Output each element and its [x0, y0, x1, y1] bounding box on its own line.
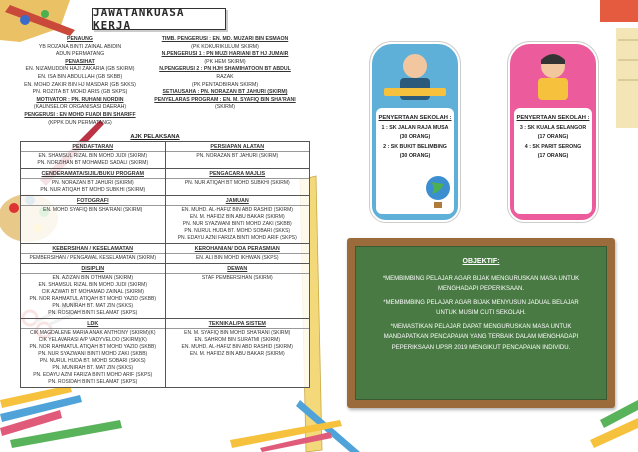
ajk-member: EN. ALI BIN MOHD IKHWAN (SKPS)	[195, 255, 279, 261]
ajk-member: PN. NORAZAN BT JAHURI (SKIRM)	[196, 153, 279, 159]
ajk-cell-heading: CENDERAMATA/SIJIL/BUKU PROGRAM	[21, 170, 165, 179]
ajk-member: PN. NURUL HUDA BT. MOHD SOBARI (SKKS)	[184, 228, 291, 234]
ajk-cell	[21, 319, 166, 388]
ajk-member: EN. AZIZAN BIN OTHMAN (SKIRM)	[52, 275, 134, 281]
school-entry: (17 ORANG)	[537, 134, 569, 140]
objective-point: *MEMBIMBING PELAJAR AGAR BIJAK MENGURUSKAN MASA UNTUK MENGHADAPI PEPERIKSAAN.	[382, 275, 580, 292]
role-name: (PK HEM SKIRM)	[204, 58, 246, 65]
ajk-cell-heading: PERSIAPAN ALATAN	[166, 143, 310, 152]
ajk-cell-heading: PENGACARA MAJLIS	[166, 170, 310, 179]
school-list-left	[374, 114, 456, 162]
ajk-member: PN. EDAYU AZNI FARIZA BINTI MOHD ARIF (SKPS)	[33, 372, 153, 378]
role-name: (PK KOKURIKULUM SKIRM)	[191, 43, 259, 50]
role-name: (KPPK DUN PERMATANG)	[48, 119, 112, 126]
role-heading: SETIAUSAHA : PN. NORAZAN BT JAHURI (SKIRM)	[162, 89, 288, 96]
objective-point: *MEMBIMBING PELAJAR AGAR BIJAK MENYUSUN JADUAL BELAJAR UNTUK MUSIM CUTI SEKOLAH.	[383, 299, 579, 316]
ajk-member: CIK YELAVARASI A/P VADYVELOO (SKIRM)(K)	[38, 337, 147, 343]
school-entry: 2 : SK BUKIT BELIMBING	[383, 143, 447, 150]
ajk-cell	[21, 244, 166, 264]
ajk-row	[21, 196, 310, 244]
committee-left-block	[0, 36, 160, 127]
role-heading: N.PENGERUSI 2 : PN HJH SHAMIHATOON BT ABDUL	[159, 66, 291, 73]
ajk-member: PN. ROSIDAH BINTI SELAMAT (SKPS)	[48, 310, 138, 316]
role-name: EN. ISA BIN ABDULLAH (GB SKBB)	[37, 73, 123, 80]
pencil-icon	[230, 400, 360, 452]
role-heading: MOTIVATOR : PN. RUHANI NORDIN	[36, 96, 124, 103]
ajk-member: PN. ROSIDAH BINTI SELAMAT (SKPS)	[48, 379, 138, 385]
notebook-icon	[600, 0, 638, 128]
ajk-member: PN. MUNIRAH BT. MAT ZIN (SKKS)	[52, 365, 134, 371]
ajk-member: CIK AZWATI BT MOHAMAD ZAINAL (SKIRM)	[41, 289, 144, 295]
ajk-member: PN. NORAZAN BT JAHURI (SKIRM)	[51, 180, 134, 186]
role-heading: PENGERUSI : EN MOHD FUADI BIN SHARIFF	[24, 111, 136, 118]
role-heading: PENYELARAS PROGRAM : EN. M. SYAFIQ BIN SHA'RANI	[154, 96, 296, 103]
ajk-cell	[165, 196, 310, 244]
ajk-member: PN. NUR SYAZWANI BINTI MOHD ZAKI (SKBB)	[38, 351, 148, 357]
ajk-cell-heading: DISIPLIN	[21, 265, 165, 274]
school-panel-left	[370, 42, 460, 222]
ajk-member: PEMBERSIHAN / PENGAWAL KESELAMATAN (SKIRM)	[29, 255, 156, 261]
student-badge-icon	[510, 48, 596, 108]
ajk-cell	[165, 319, 310, 388]
ajk-row	[21, 142, 310, 169]
school-entry: 1 : SK JALAN RAJA MUSA	[381, 124, 449, 131]
role-name: (KAUNSELOR ORGANISASI DAERAH)	[33, 104, 127, 111]
ajk-member: PN. NUR ATIQAH BT MOHD SUBKHI (SKIRM)	[184, 180, 290, 186]
ajk-member: PN. EDAYU AZNI FARIZA BINTI MOHD ARIF (SKPS)	[177, 235, 297, 241]
school-entry: 3 : SK KUALA SELANGOR	[519, 124, 587, 131]
objective-board	[347, 238, 615, 408]
ajk-cell-heading: FOTOGRAFI	[21, 197, 165, 206]
role-name: PN. ROZITA BT MOHD ARIS (GB SKPS)	[32, 89, 128, 96]
ajk-member: EN. MOHD SYAFIQ BIN SHA'RANI (SKIRM)	[43, 207, 143, 213]
ajk-cell	[21, 196, 166, 244]
ajk-member: PN. NOR RAHMATUL ATIQAH BT MOHD YAZID (SKBB)	[29, 344, 157, 350]
ajk-cell	[21, 142, 166, 169]
ajk-member: PN. NUR ATIQAH BT MOHD SUBKHI (SKIRM)	[40, 187, 146, 193]
ajk-member: PN. NURUL HUDA BT. MOHD SOBARI (SKKS)	[39, 358, 146, 364]
school-list-right	[512, 114, 594, 162]
objective-heading: OBJEKTIF:	[462, 258, 500, 265]
ajk-heading: AJK PELAKSANA	[130, 134, 180, 140]
globe-icon	[420, 172, 456, 212]
ajk-cell	[165, 264, 310, 319]
school-entry: (17 ORANG)	[537, 153, 569, 159]
role-heading: PENAUNG	[67, 36, 93, 42]
ajk-member: PN. NUR SYAZWANI BINTI MOHD ZAKI (SKBB)	[182, 221, 292, 227]
ajk-row	[21, 264, 310, 319]
ajk-row	[21, 244, 310, 264]
ajk-row	[21, 319, 310, 388]
pencils-icon	[0, 385, 122, 448]
panel-heading: PENYERTAAN SEKOLAH :	[378, 115, 452, 121]
ajk-cell-heading: LDK	[21, 320, 165, 329]
ajk-cell	[165, 142, 310, 169]
ajk-cell-heading: DEWAN	[166, 265, 310, 274]
role-name: ADUN PERMATANG	[55, 51, 105, 58]
ajk-member: STAF PEMBERSIHAN (SKIRM)	[201, 275, 273, 281]
ajk-cell-heading: PENDAFTARAN	[21, 143, 165, 152]
role-heading: N.PENGERUSI 1 : PN MUZI HARIANI BT HJ JUMAIR	[161, 51, 289, 58]
page-title: JAWATANKUASA KERJA	[92, 8, 226, 30]
panel-heading: PENYERTAAN SEKOLAH :	[516, 115, 590, 121]
ajk-member: EN. SAHROM BIN SURATMI (SKIRM)	[194, 337, 280, 343]
ajk-member: PN. NOR RAHMATUL ATIQAH BT MOHD YAZID (SKBB)	[29, 296, 157, 302]
ajk-member: EN. M. HAFIDZ BIN ABU BAKAR (SKIRM)	[189, 351, 285, 357]
ajk-member: EN. SHAMSUL RIZAL BIN MOHD JUDI (SKIRM)	[38, 282, 148, 288]
ajk-cell	[165, 244, 310, 264]
objective-point: *MEMASTIKAN PELAJAR DAPAT MENGURUSKAN MASA UNTUK MANDAPATKAN PENCAPAIAN YANG TERBAIK DALAM MENGHADAPI PEPERIKSAAN UPSR 2019 MENGIKUT PENCAPAIAN INDIVIDU.	[383, 323, 579, 351]
role-heading: PENASIHAT	[65, 58, 95, 65]
role-name: RAZAK	[216, 73, 234, 80]
school-entry: (30 ORANG)	[399, 134, 431, 140]
ajk-cell-heading: KEROHANIAN/ DOA PERASMIAN	[166, 245, 310, 254]
ajk-row	[21, 169, 310, 196]
role-name: EN. MOHD ZAKIR BIN HJ MASDAR (GB SKKS)	[24, 81, 136, 88]
ajk-member: CIK MAGDALENE MARIA ANAK ANTHONY (SKIRM)(K)	[30, 330, 156, 336]
school-entry: 4 : SK PARIT SERONG	[524, 143, 582, 150]
role-name: (SKIRM)	[215, 104, 235, 111]
school-panel-right	[508, 42, 598, 222]
ajk-member: EN. M. SYAFIQ BIN MOHD SHA'RANI (SKIRM)	[184, 330, 291, 336]
role-name: YB ROZANA BINTI ZAINAL ABIDIN	[38, 43, 122, 50]
ajk-cell	[21, 264, 166, 319]
ajk-cell	[165, 169, 310, 196]
objective-text	[356, 257, 606, 356]
ajk-member: EN. M. HAFIDZ BIN ABU BAKAR (SKIRM)	[189, 214, 285, 220]
role-name: (PK PENTADBIRAN SKIRM)	[191, 81, 259, 88]
ajk-cell	[21, 169, 166, 196]
role-heading: TIMB. PENGERUSI : EN. MD. MUZARI BIN ESMAON	[161, 36, 289, 42]
ajk-member: PN. NORZIHAN BT MOHAMED SADALI (SKIRM)	[37, 160, 149, 166]
ajk-cell-heading: TEKNIKAL/PA SISTEM	[166, 320, 310, 329]
committee-right-block	[150, 36, 300, 112]
ajk-table	[20, 141, 310, 388]
ajk-member: EN. MUHD. AL-HAFIZ BIN ABD RASHID (SKIRM)	[181, 344, 293, 350]
ajk-cell-heading: KEBERSIHAN / KESELAMATAN	[21, 245, 165, 254]
role-name: EN. NIZAMUDDIN HAJI ZAKARIA (GB SKIRM)	[25, 66, 135, 73]
school-entry: (30 ORANG)	[399, 153, 431, 159]
ajk-member: EN. SHAMSUL RIZAL BIN MOHD JUDI (SKIRM)	[38, 153, 148, 159]
ajk-member: EN. MUHD. AL-HAFIZ BIN ABD RASHID (SKIRM)	[181, 207, 293, 213]
teacher-badge-icon	[372, 48, 458, 108]
ajk-cell-heading: JAMUAN	[166, 197, 310, 206]
ajk-member: PN. MUNIRAH BT. MAT ZIN (SKKS)	[52, 303, 134, 309]
